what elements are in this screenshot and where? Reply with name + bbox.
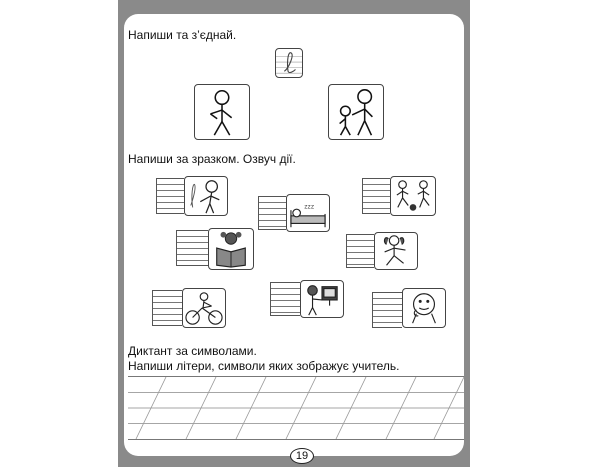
riding-bicycle-icon (182, 288, 226, 328)
sleeping-in-bed-icon (286, 194, 330, 232)
page-number: 19 (290, 448, 314, 464)
thinking-face-icon (402, 288, 446, 328)
task2-instruction: Напиши за зразком. Озвуч дії. (128, 152, 296, 166)
dictation-writing-area[interactable] (128, 376, 464, 440)
svg-text:zzz: zzz (304, 203, 315, 211)
writing-lines[interactable] (156, 178, 184, 214)
writing-lines[interactable] (152, 290, 182, 326)
task3-instruction-line2: Напиши літери, символи яких зображує учитель. (128, 359, 400, 373)
task3-instruction-line1: Диктант за символами. (128, 344, 257, 358)
adult-and-child-icon (328, 84, 384, 140)
reading-book-icon (208, 228, 254, 270)
writing-lines[interactable] (176, 230, 208, 266)
writing-lines[interactable] (362, 178, 390, 214)
writing-lines[interactable] (258, 196, 286, 230)
writing-lines[interactable] (270, 282, 300, 316)
writing-lines[interactable] (346, 234, 374, 268)
using-computer-icon (300, 280, 344, 318)
letter-l-cursive-icon (275, 48, 303, 78)
single-person-pointing-icon (194, 84, 250, 140)
dancing-girl-icon (374, 232, 418, 270)
writing-lines[interactable] (372, 292, 402, 328)
playing-football-icon (390, 176, 436, 216)
drawing-activity-icon (184, 176, 228, 216)
task1-instruction: Напиши та з’єднай. (128, 28, 237, 42)
